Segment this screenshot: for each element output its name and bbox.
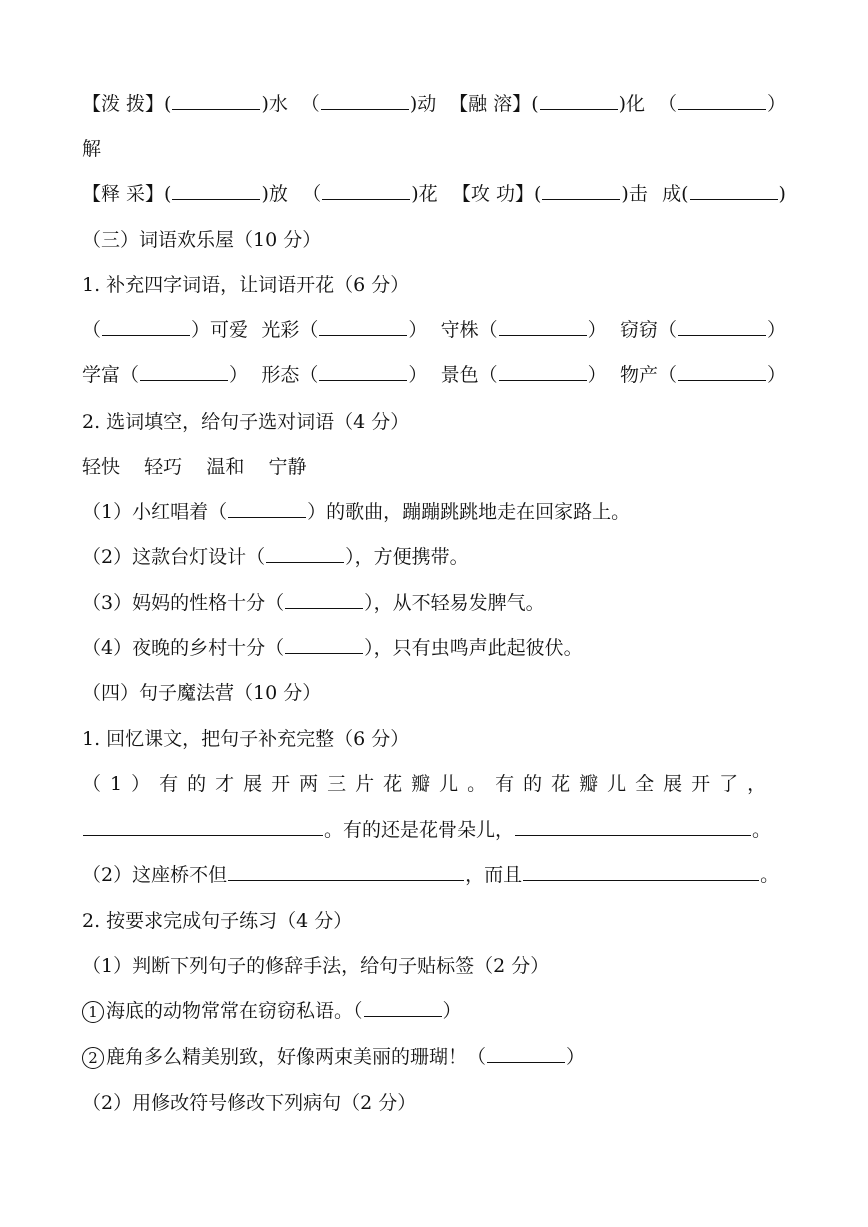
answer-blank[interactable]: [285, 633, 363, 654]
pair-group-1: 【释 采】( )放: [82, 179, 288, 209]
answer-blank[interactable]: [540, 89, 618, 110]
fill-sentence-1: （1）小红唱着（ ）的歌曲，蹦蹦跳跳地走在回家路上。: [82, 497, 786, 527]
answer-blank[interactable]: [266, 542, 344, 563]
answer-blank[interactable]: [319, 360, 407, 381]
answer-blank[interactable]: [83, 815, 323, 836]
rhetoric-subquestion: （1）判断下列句子的修辞手法，给句子贴标签（2 分）: [82, 955, 550, 977]
answer-blank[interactable]: [285, 588, 363, 609]
section-3-title: （三）词语欢乐屋（10 分）: [82, 229, 322, 251]
answer-blank[interactable]: [102, 315, 190, 336]
pair-group-2: （ )花: [302, 179, 437, 209]
rhetoric-sentence-2: 2 鹿角多么精美别致，好像两束美丽的珊瑚！（ ）: [82, 1042, 786, 1072]
section-3-q2-title: 2. 选词填空，给句子选对词语（4 分）: [82, 411, 410, 433]
answer-blank[interactable]: [542, 179, 620, 200]
word-pair-row-1: [82, 89, 786, 119]
answer-blank[interactable]: [319, 315, 407, 336]
section-4-title: （四）句子魔法营（10 分）: [82, 682, 322, 704]
pair-group-1: 【泼 拨】( )水: [82, 89, 288, 119]
answer-blank[interactable]: [228, 860, 464, 881]
section-4-q1-title: 1. 回忆课文，把句子补充完整（6 分）: [82, 728, 410, 750]
answer-blank[interactable]: [140, 360, 228, 381]
pair-group-4: （ ）: [658, 89, 786, 119]
fill-sentence-3: （3）妈妈的性格十分（ ），从不轻易发脾气。: [82, 588, 786, 618]
fill-sentence-2: （2）这款台灯设计（ ），方便携带。: [82, 542, 786, 572]
answer-blank[interactable]: [678, 89, 766, 110]
answer-blank[interactable]: [499, 360, 587, 381]
idiom-row-1: [82, 315, 786, 345]
answer-blank[interactable]: [228, 497, 306, 518]
answer-blank[interactable]: [690, 179, 778, 200]
idiom-item: 学富（ ）: [82, 360, 248, 390]
circled-number-1: 1: [82, 1001, 104, 1023]
answer-blank[interactable]: [364, 996, 442, 1017]
correction-subquestion: （2）用修改符号修改下列病句（2 分）: [82, 1092, 417, 1114]
pair-group-4: 成( ): [662, 179, 786, 209]
recall-sentence-2: （2）这座桥不但 ，而且 。: [82, 860, 786, 890]
pair-group-2: （ )动: [301, 89, 436, 119]
answer-blank[interactable]: [678, 360, 766, 381]
idiom-item: 窃窃（ ）: [620, 315, 786, 345]
recall-sentence-1: （1）有的才展开两三片花瓣儿。有的花瓣儿全展开了，: [82, 773, 776, 795]
answer-blank[interactable]: [172, 89, 260, 110]
answer-blank[interactable]: [499, 315, 587, 336]
answer-blank[interactable]: [523, 860, 759, 881]
idiom-item: 形态（ ）: [261, 360, 427, 390]
recall-sentence-1-cont: 。有的还是花骨朵儿， 。: [82, 815, 786, 845]
answer-blank[interactable]: [678, 315, 766, 336]
answer-blank[interactable]: [487, 1042, 565, 1063]
answer-blank[interactable]: [321, 89, 409, 110]
word-pair-row-2: [82, 179, 786, 209]
idiom-item: 景色（ ）: [441, 360, 607, 390]
answer-blank[interactable]: [322, 179, 410, 200]
pair-group-3: 【攻 功】( )击: [452, 179, 648, 209]
pair-group-3: 【融 溶】( )化: [449, 89, 645, 119]
rhetoric-sentence-1: 1 海底的动物常常在窃窃私语。（ ）: [82, 996, 786, 1026]
idiom-item: 守株（ ）: [441, 315, 607, 345]
word-pair-row-1-wrap: 解: [82, 138, 102, 160]
idiom-item: 物产（ ）: [620, 360, 786, 390]
section-4-q2-title: 2. 按要求完成句子练习（4 分）: [82, 910, 353, 932]
idiom-row-2: [82, 360, 786, 390]
circled-number-2: 2: [82, 1047, 104, 1069]
answer-blank[interactable]: [515, 815, 751, 836]
idiom-item: （ ）可爱: [82, 315, 248, 345]
section-3-q1-title: 1. 补充四字词语，让词语开花（6 分）: [82, 274, 410, 296]
word-options: 轻快 轻巧 温和 宁静: [82, 456, 307, 478]
idiom-item: 光彩（ ）: [261, 315, 427, 345]
fill-sentence-4: （4）夜晚的乡村十分（ ），只有虫鸣声此起彼伏。: [82, 633, 786, 663]
answer-blank[interactable]: [172, 179, 260, 200]
